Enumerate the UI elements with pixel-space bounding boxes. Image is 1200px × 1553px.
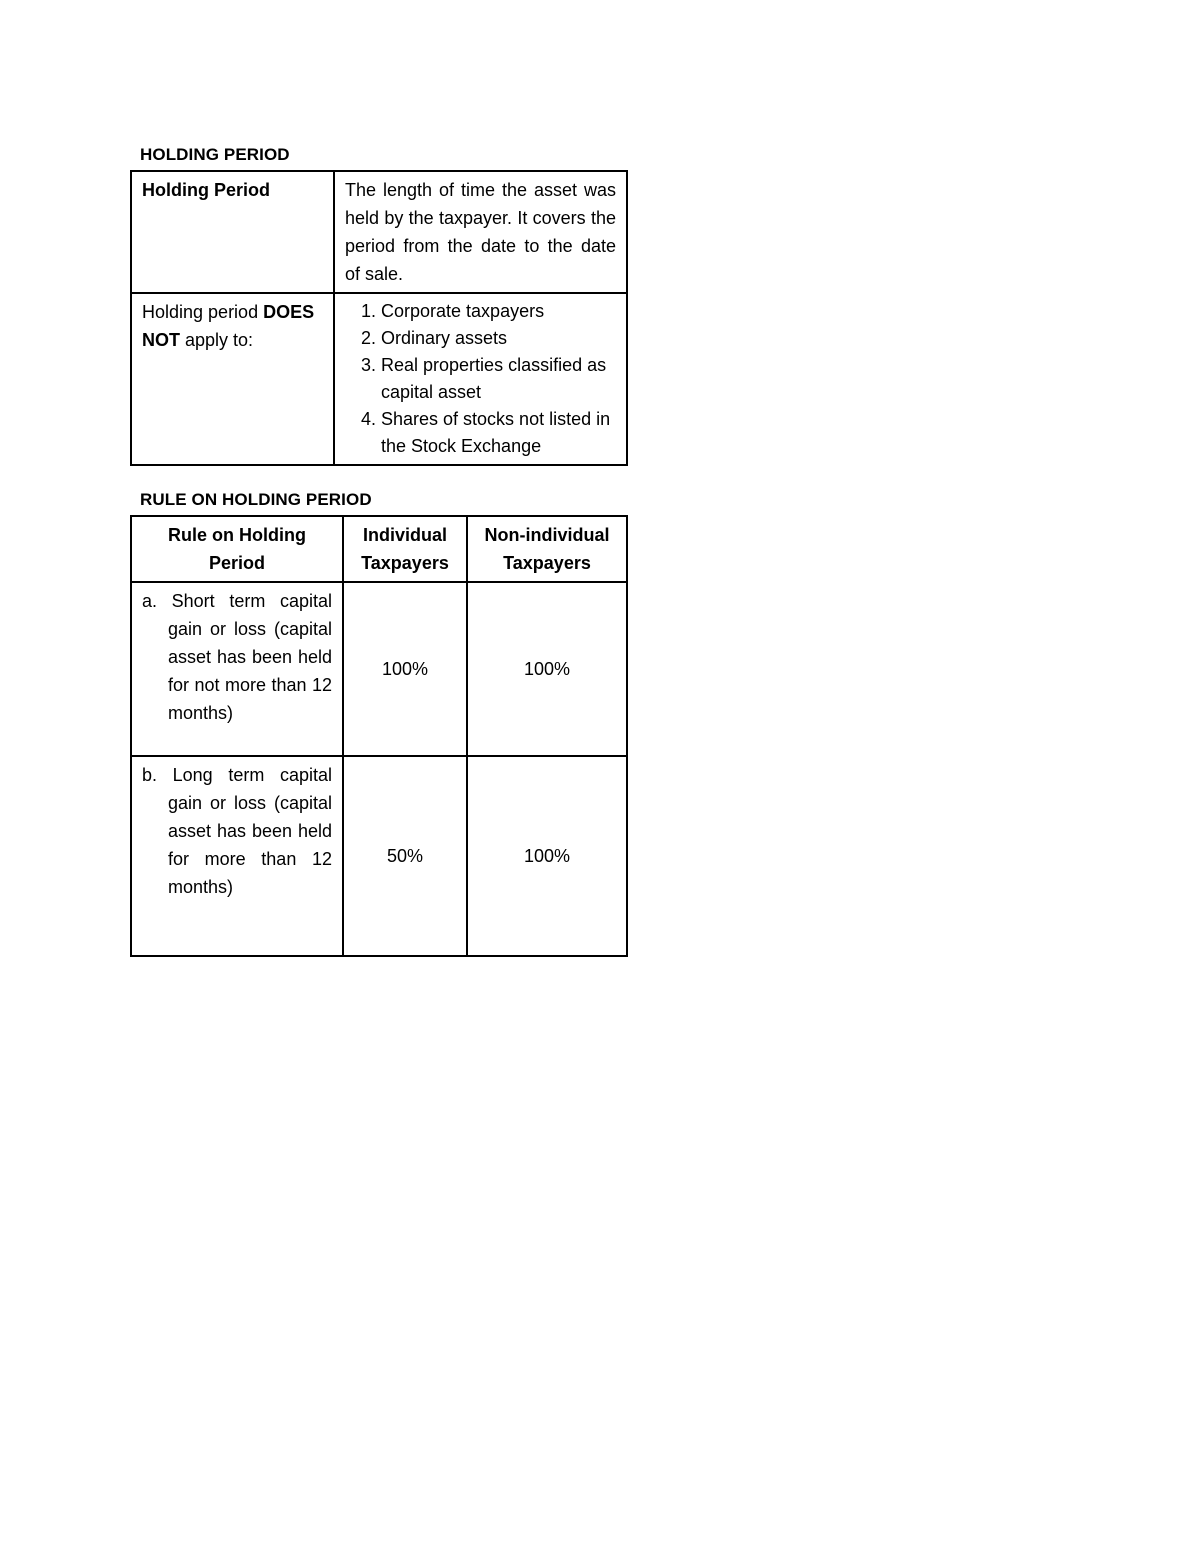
exclusion-label-suffix: apply to: — [180, 330, 254, 350]
table-header-row — [131, 516, 627, 582]
exclusion-label-prefix: Holding period — [142, 302, 264, 322]
holding-period-table — [130, 170, 628, 466]
list-item: 2. Ordinary assets — [381, 325, 616, 352]
rule-on-holding-period-title: RULE ON HOLDING PERIOD — [140, 490, 372, 509]
non-individual-rate-cell: 100% — [467, 756, 627, 956]
list-item: 1. Corporate taxpayers — [381, 298, 616, 325]
rule-cell: b. Long term capital gain or loss (capital asset has been held for more than 12 months) — [131, 756, 343, 956]
definition-cell: The length of time the asset was held by the taxpayer. It covers the period from the date to the date of sale. — [334, 171, 627, 293]
individual-rate-cell: 100% — [343, 582, 467, 756]
table-row — [131, 293, 627, 465]
rule-cell: a. Short term capital gain or loss (capital asset has been held for not more than 12 months) — [131, 582, 343, 756]
exclusion-label-bold: DOES NOT — [142, 302, 315, 350]
exclusion-list-cell — [334, 293, 627, 465]
table-row — [131, 756, 627, 956]
list-item: 3. Real properties classified as capital asset — [381, 352, 616, 406]
exclusion-label-cell — [131, 293, 334, 465]
rule-table — [130, 515, 628, 957]
table-row — [131, 582, 627, 756]
table-row — [131, 171, 627, 293]
holding-period-title: HOLDING PERIOD — [140, 145, 290, 164]
individual-rate-cell: 50% — [343, 756, 467, 956]
column-header: Rule on Holding Period — [131, 516, 343, 582]
non-individual-rate-cell: 100% — [467, 582, 627, 756]
column-header: Individual Taxpayers — [343, 516, 467, 582]
term-cell: Holding Period — [131, 171, 334, 293]
column-header: Non-individual Taxpayers — [467, 516, 627, 582]
exclusion-list — [345, 298, 616, 460]
list-item: 4. Shares of stocks not listed in the Stock Exchange — [381, 406, 616, 460]
